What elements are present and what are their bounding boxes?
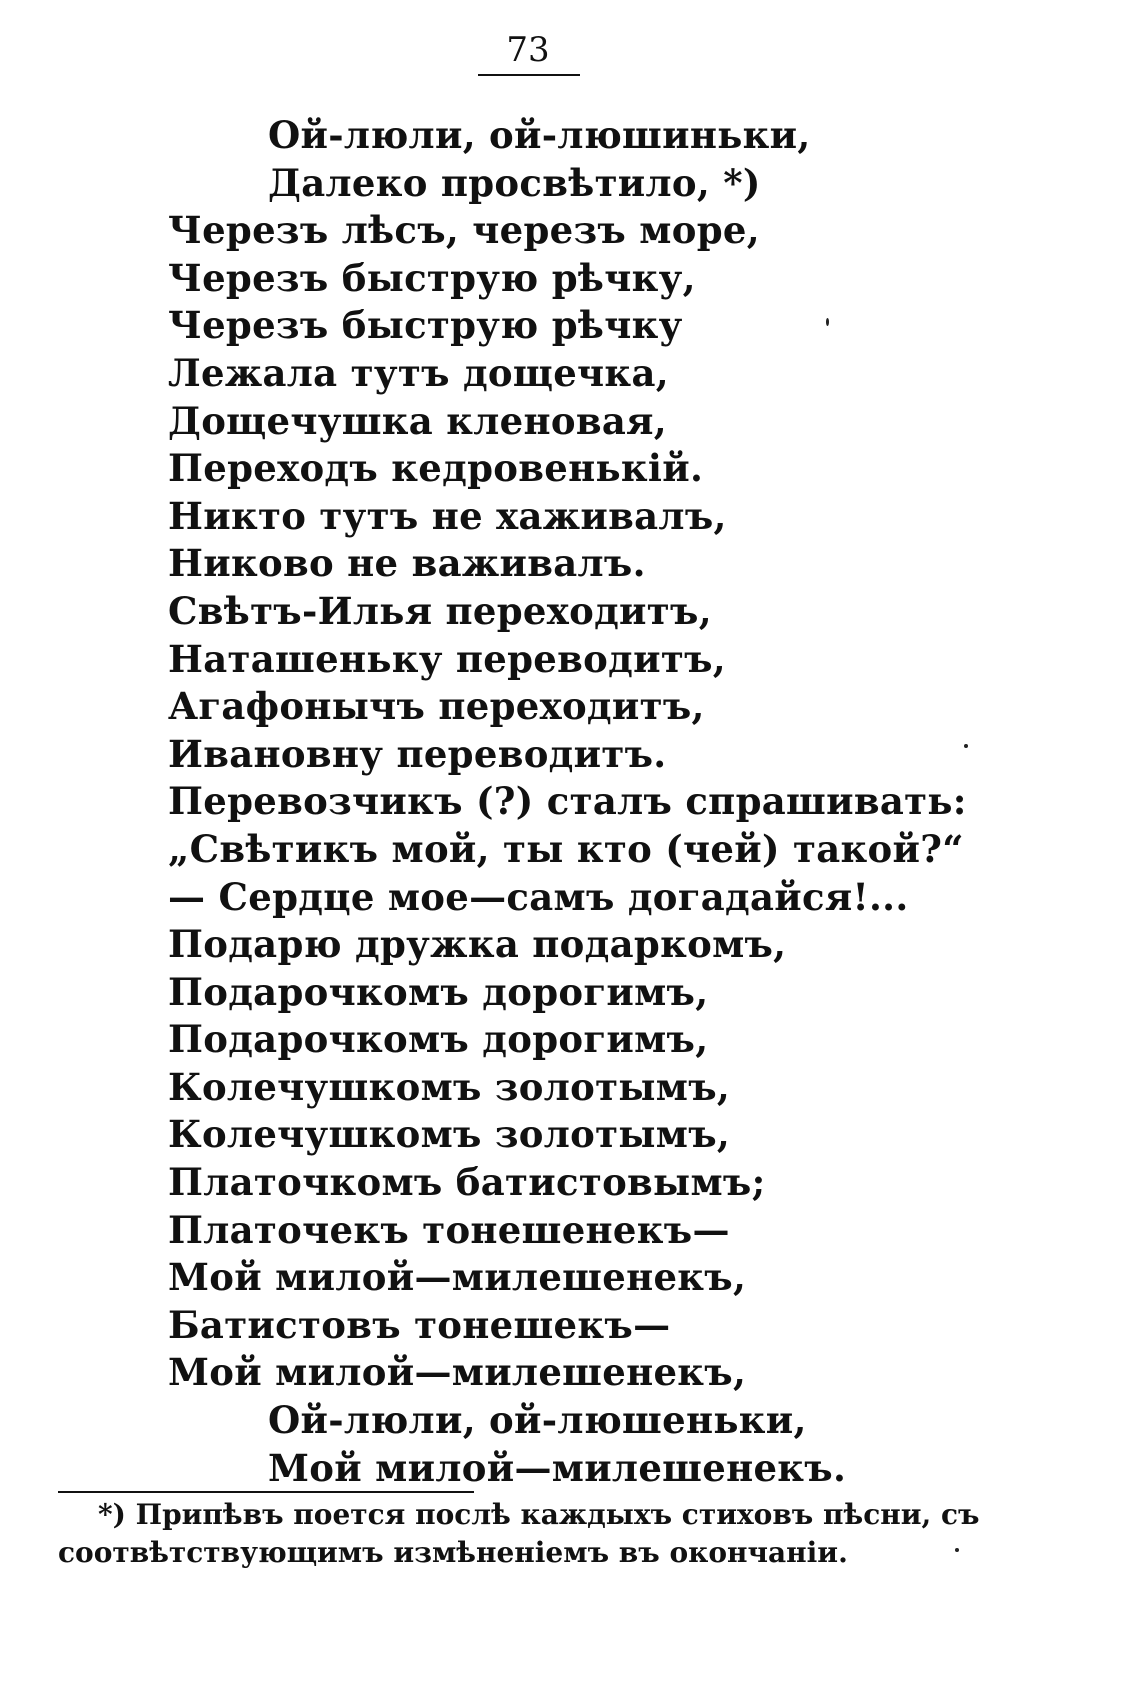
verse-line: Черезъ быструю рѣчку	[168, 303, 683, 348]
page-number-rule	[478, 74, 580, 76]
verse-line: Свѣтъ-Илья переходитъ,	[168, 588, 712, 633]
verse-line: Лежала тутъ дощечка,	[168, 350, 669, 395]
verse-line: Далеко просвѣтило, *)	[268, 160, 761, 205]
verse-line: Колечушкомъ золотымъ,	[168, 1064, 731, 1109]
verse-line: Черезъ лѣсъ, черезъ море,	[168, 208, 760, 253]
verse-line: „Свѣтикъ мой, ты кто (чей) такой?“	[168, 826, 964, 871]
footnote	[58, 1496, 1098, 1572]
verse-line: Никово не важивалъ.	[168, 541, 646, 586]
verse-line: Ивановну переводитъ.	[168, 731, 667, 776]
verse-line: Батистовъ тонешекъ—	[168, 1302, 671, 1347]
footnote-line: соотвѣтствующимъ измѣненіемъ въ окончаніи.	[58, 1536, 848, 1569]
verse-line: Колечушкомъ золотымъ,	[168, 1112, 731, 1157]
verse-line: Мой милой—милешенекъ,	[168, 1350, 747, 1395]
verse-line: Подарочкомъ дорогимъ,	[168, 1017, 709, 1062]
verse-line: Ой-люли, ой-люшиньки,	[268, 113, 811, 157]
footnote-divider	[58, 1491, 474, 1493]
page-number: 73	[506, 30, 550, 70]
poem-text	[168, 112, 988, 1492]
verse-line: Переходъ кедровенькій.	[168, 446, 704, 491]
verse-line: Перевозчикъ (?) сталъ спрашивать:	[168, 779, 967, 824]
print-speck	[964, 744, 968, 748]
verse-line: — Сердце мое—самъ догадайся!...	[168, 874, 909, 919]
print-speck	[955, 1548, 959, 1552]
verse-line: Платочекъ тонешенекъ—	[168, 1207, 730, 1252]
verse-line: Платочкомъ батистовымъ;	[168, 1160, 766, 1205]
verse-line: Никто тутъ не хаживалъ,	[168, 493, 727, 538]
verse-line: Наташеньку переводитъ,	[168, 636, 726, 681]
verse-line: Черезъ быструю рѣчку,	[168, 255, 696, 300]
verse-line: Дощечушка кленовая,	[168, 398, 667, 443]
verse-line: Мой милой—милешенекъ,	[168, 1255, 747, 1300]
print-speck	[826, 318, 829, 326]
verse-line: Ой-люли, ой-люшеньки,	[268, 1398, 807, 1443]
footnote-line: *) Припѣвъ поется послѣ каждыхъ стиховъ пѣсни, съ	[98, 1498, 980, 1531]
verse-line: Подарю дружка подаркомъ,	[168, 922, 787, 967]
verse-line: Мой милой—милешенекъ.	[268, 1445, 847, 1490]
verse-line: Подарочкомъ дорогимъ,	[168, 969, 709, 1014]
verse-line: Агафонычъ переходитъ,	[168, 684, 705, 729]
